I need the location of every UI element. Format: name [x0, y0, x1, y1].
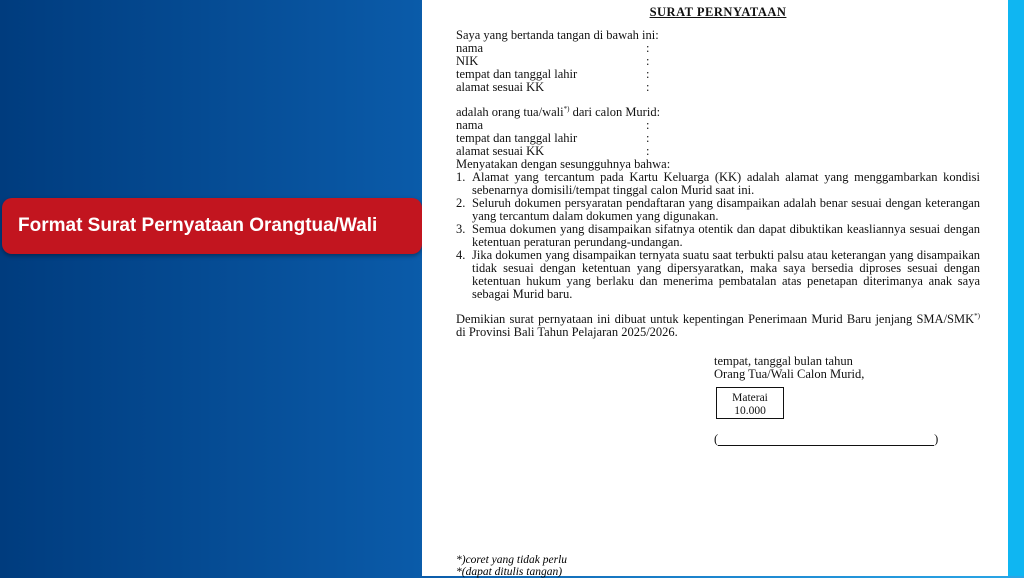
- slide-title-banner: [2, 198, 422, 254]
- parent-fields: [456, 42, 980, 94]
- signature-line: ( ): [714, 432, 939, 446]
- statement-item: 1. Alamat yang tercantum pada Kartu Keluarga (KK) adalah alamat yang menggambarkan kondisi sebenarnya domisili/tempat tinggal calon Murid saat ini.: [456, 170, 980, 197]
- parent-field-nik: NIK :: [456, 54, 650, 68]
- relation-text: adalah orang tua/wali*) dari calon Murid:: [456, 104, 661, 119]
- intro-text: Saya yang bertanda tangan di bawah ini:: [456, 28, 659, 42]
- statement-intro: Menyatakan dengan sesungguhnya bahwa:: [456, 157, 671, 171]
- document-page: [422, 0, 1008, 576]
- footnote-strike: *)coret yang tidak perlu: [456, 554, 568, 566]
- parent-field-name: nama :: [456, 41, 650, 55]
- statement-list: [456, 171, 980, 301]
- parent-field-address: alamat sesuai KK :: [456, 80, 650, 94]
- statement-letter: [456, 6, 980, 446]
- letter-title: SURAT PERNYATAAN: [649, 5, 787, 19]
- student-fields: [456, 119, 980, 158]
- place-date: tempat, tanggal bulan tahun: [714, 354, 853, 368]
- footnotes: [456, 554, 567, 578]
- statement-item: 2. Seluruh dokumen persyaratan pendaftaran yang disampaikan adalah benar sesuai dengan keterangan yang tercantum dalam dokumen yang digunakan.: [456, 196, 980, 223]
- student-field-address: alamat sesuai KK :: [456, 144, 650, 158]
- student-field-birth: tempat dan tanggal lahir :: [456, 131, 650, 145]
- signer-title: Orang Tua/Wali Calon Murid,: [714, 367, 865, 381]
- parent-field-birth: tempat dan tanggal lahir :: [456, 67, 650, 81]
- statement-item: 4. Jika dokumen yang disampaikan ternyata suatu saat terbukti palsu atau keterangan yang disampaikan tidak sesuai dengan ketentuan yang dipersyaratkan, maka saya bersedia diproses sesuai dengan ketentuan hukum yang berlaku dan menerima pembatalan atas penetapan diterimanya anak saya sebagai Murid baru.: [456, 248, 980, 301]
- stamp-duty-box: Materai 10.000: [716, 387, 784, 419]
- student-field-name: nama :: [456, 118, 650, 132]
- slide-title: Format Surat Pernyataan Orangtua/Wali: [18, 215, 378, 236]
- statement-item: 3. Semua dokumen yang disampaikan sifatnya otentik dan dapat dibuktikan keasliannya sesuai dengan ketentuan peraturan perundang-undangan.: [456, 222, 980, 249]
- signature-block: [714, 355, 980, 446]
- closing-paragraph: Demikian surat pernyataan ini dibuat untuk kepentingan Penerimaan Murid Baru jenjang SMA/SMK*) di Provinsi Bali Tahun Pelajaran 2025/2026.: [456, 311, 980, 339]
- footnote-handwritten: *(dapat ditulis tangan): [456, 566, 563, 578]
